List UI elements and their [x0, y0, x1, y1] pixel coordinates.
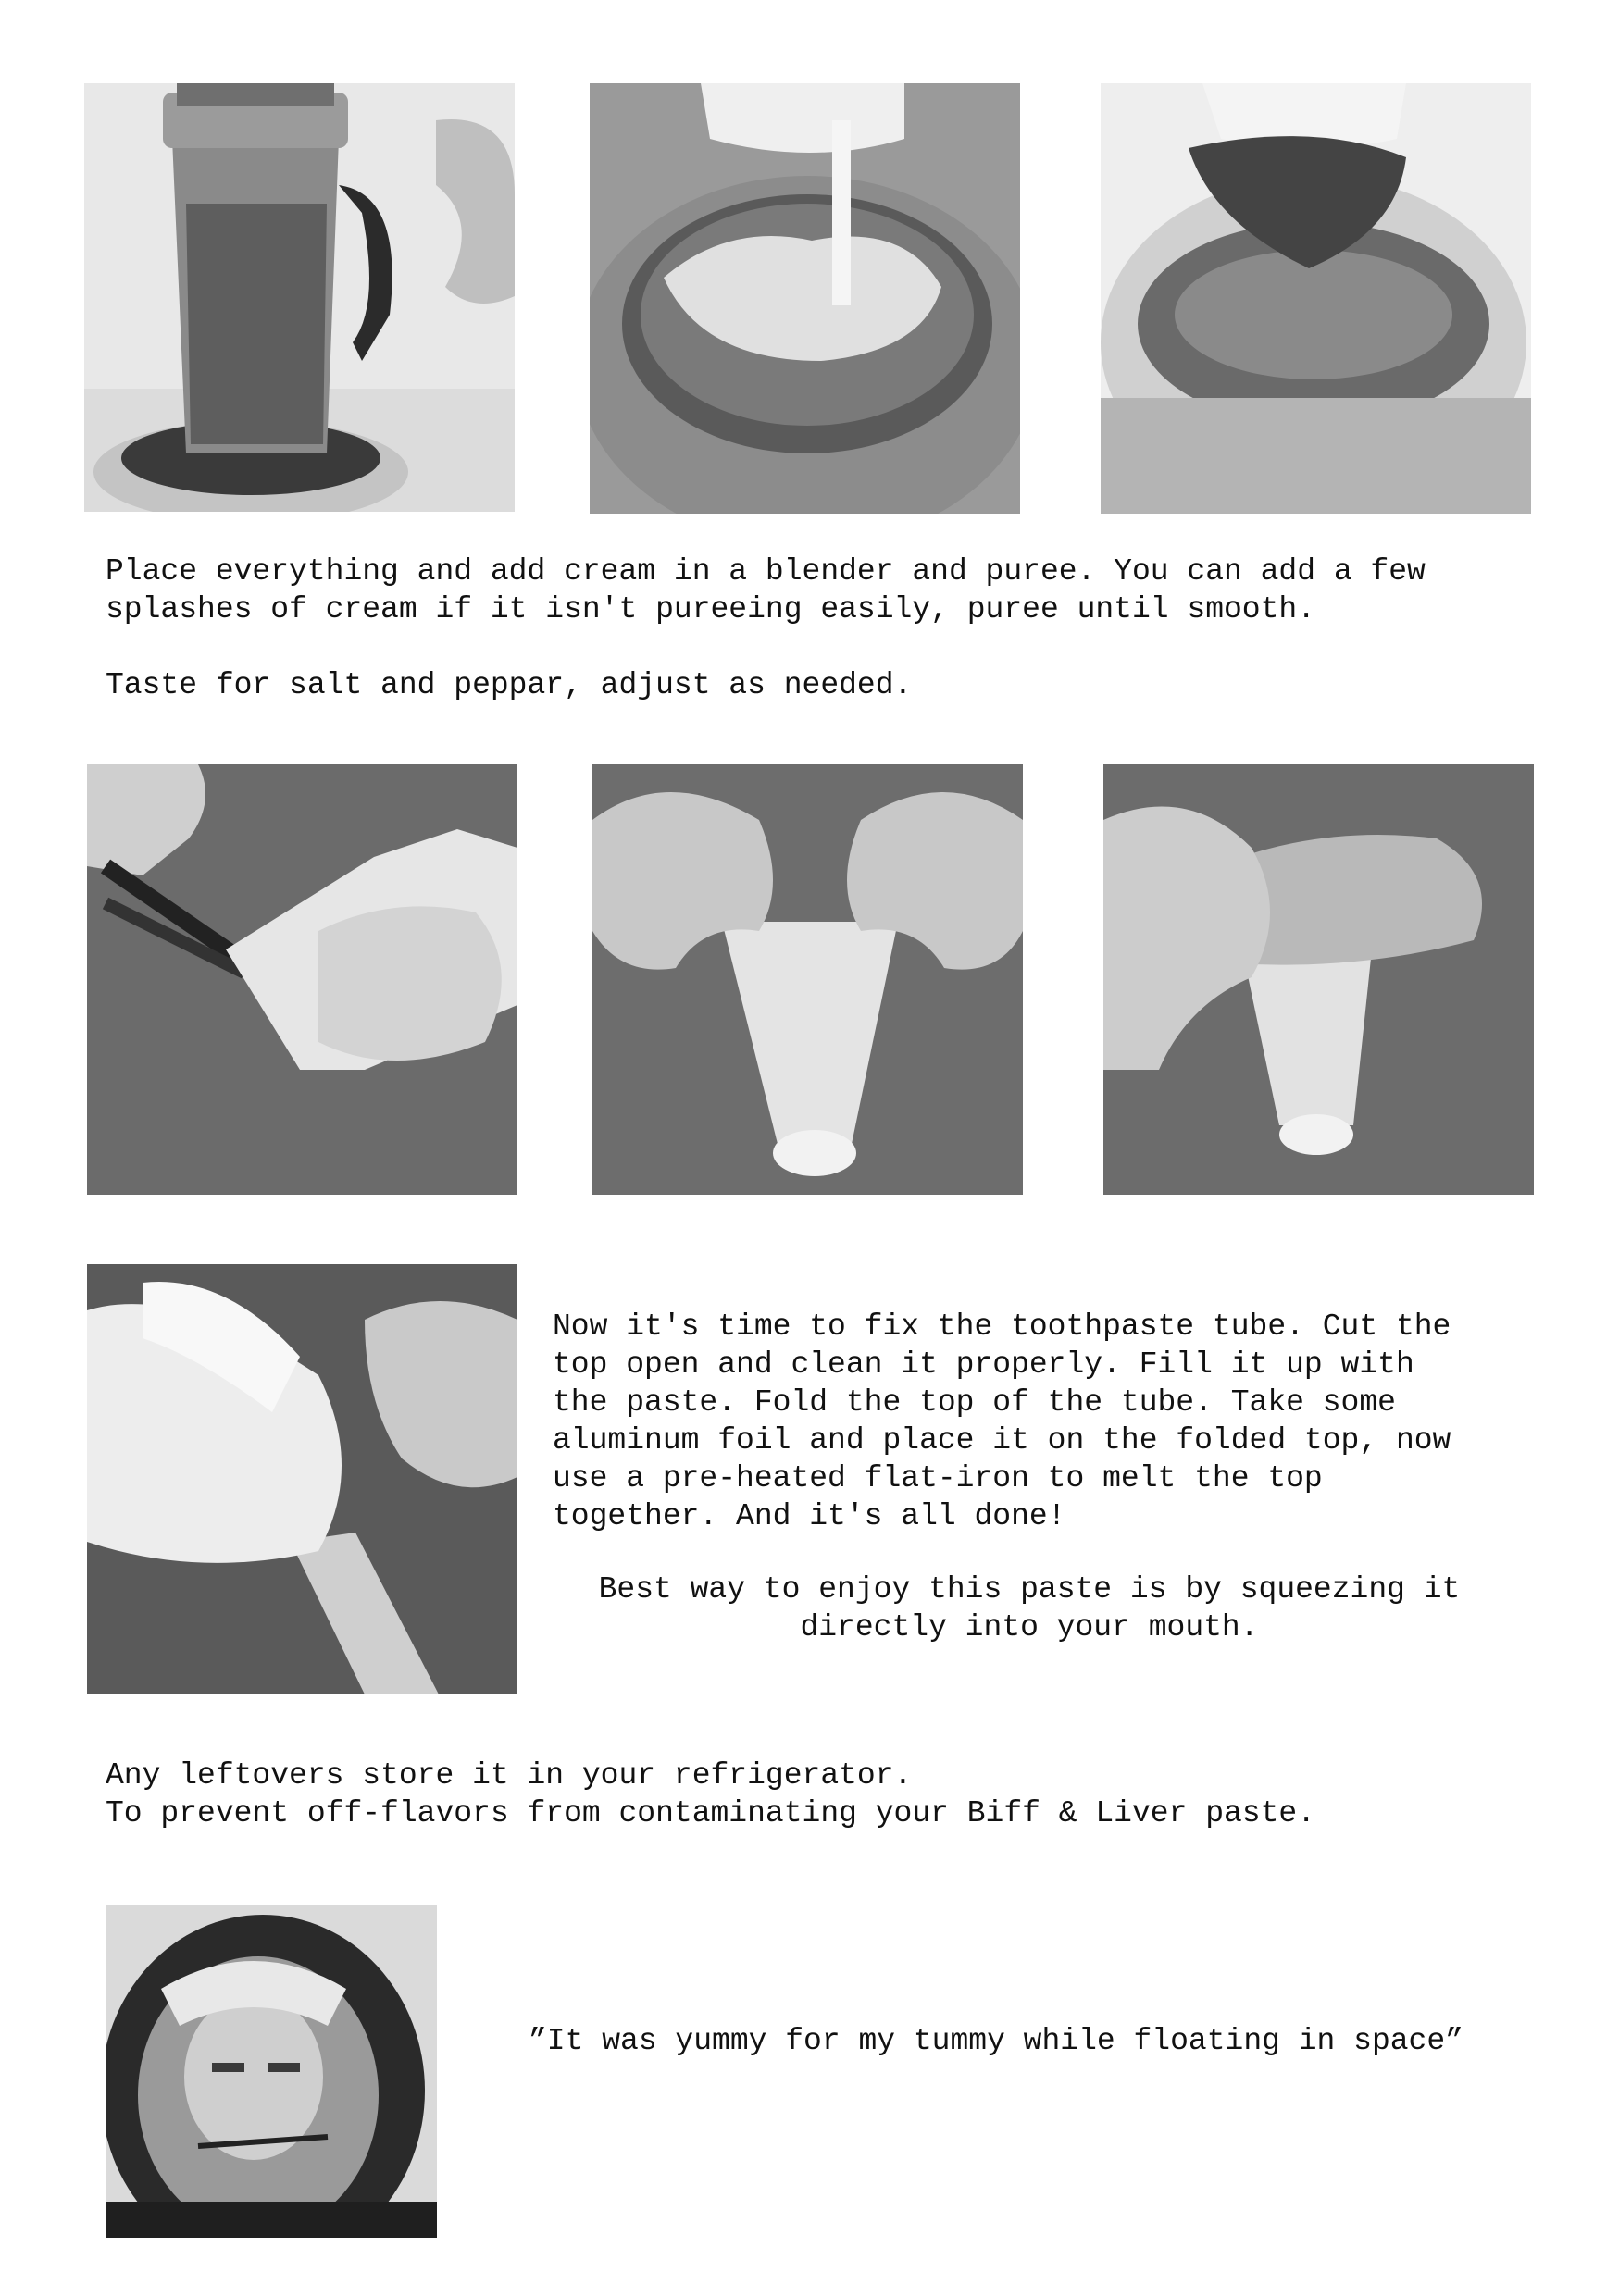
enjoy-tip-line-1: Best way to enjoy this paste is by squeezing it — [598, 1572, 1461, 1607]
seasoning-instruction: Taste for salt and peppar, adjust as needed. — [106, 668, 913, 702]
tube-instruction-line-1: Now it's time to fix the toothpaste tube. Cut the — [553, 1309, 1451, 1344]
puree-instruction-line-1: Place everything and add cream in a blender and puree. You can add a few — [106, 554, 1426, 589]
iron-seal-photo — [87, 1264, 517, 1694]
astronaut-quote: ”It was yummy for my tummy while floating in space” — [529, 2024, 1463, 2058]
open-tube-photo — [592, 764, 1023, 1195]
tube-instruction-line-5: use a pre-heated flat-iron to melt the top — [553, 1461, 1323, 1496]
enjoy-tip-line-2: directly into your mouth. — [800, 1610, 1259, 1644]
tube-instruction-line-6: together. And it's all done! — [553, 1499, 1066, 1533]
foil-tube-photo — [1103, 764, 1534, 1195]
astronaut-portrait — [106, 1905, 437, 2238]
cream-pour-photo — [590, 83, 1020, 514]
paste-jar-photo — [1101, 83, 1531, 514]
cut-tube-photo — [87, 764, 517, 1195]
blender-photo — [84, 83, 515, 512]
storage-note-line-2: To prevent off-flavors from contaminating your Biff & Liver paste. — [106, 1796, 1316, 1831]
tube-instruction-line-4: aluminum foil and place it on the folded top, now — [553, 1423, 1451, 1458]
puree-instruction-line-2: splashes of cream if it isn't pureeing easily, puree until smooth. — [106, 592, 1316, 627]
tube-instruction-line-3: the paste. Fold the top of the tube. Take some — [553, 1385, 1396, 1420]
tube-instruction-line-2: top open and clean it properly. Fill it up with — [553, 1347, 1414, 1382]
storage-note-line-1: Any leftovers store it in your refrigerator. — [106, 1758, 913, 1793]
